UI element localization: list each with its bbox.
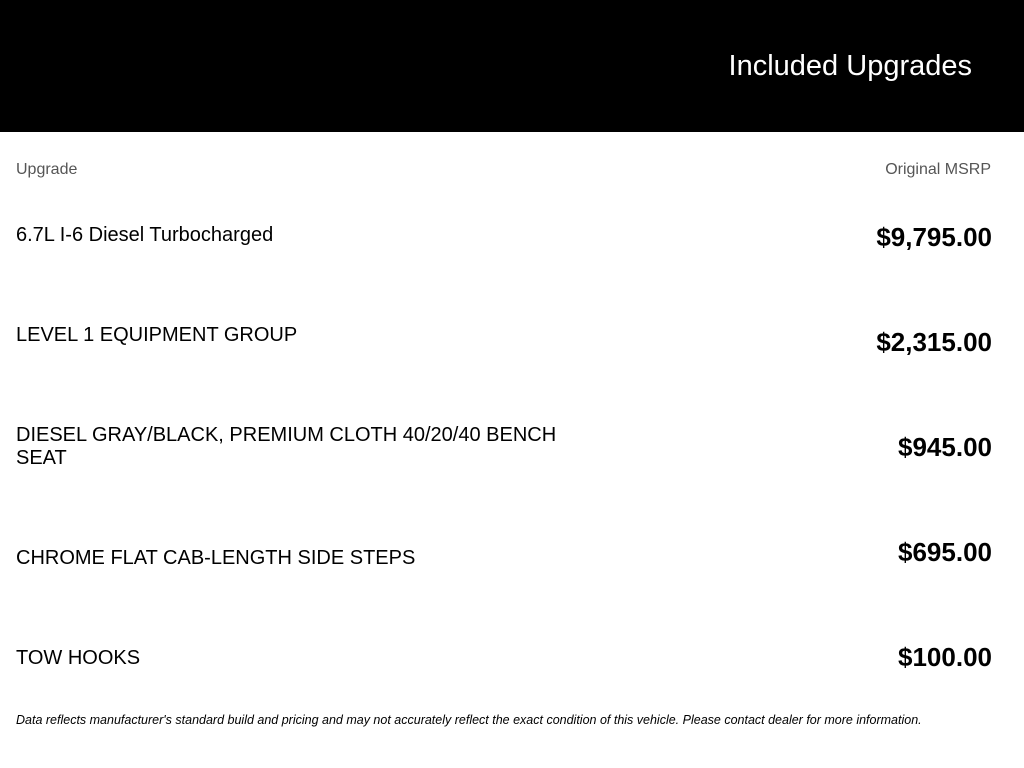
upgrade-price: $9,795.00: [876, 222, 992, 252]
disclaimer-text: Data reflects manufacturer's standard build and pricing and may not accurately reflect the exact condition of this vehicle. Please contact dealer for more information.: [16, 713, 922, 727]
upgrade-price: $2,315.00: [876, 327, 992, 357]
header-bar: [0, 0, 1024, 132]
upgrade-name: DIESEL GRAY/BLACK, PREMIUM CLOTH 40/20/40 BENCH SEAT: [16, 424, 557, 469]
column-header-msrp: Original MSRP: [885, 161, 991, 178]
upgrade-price: $695.00: [898, 537, 992, 567]
page-title: Included Upgrades: [728, 50, 972, 82]
upgrade-name: TOW HOOKS: [16, 647, 141, 669]
upgrade-name: 6.7L I-6 Diesel Turbocharged: [16, 224, 274, 246]
upgrade-price: $945.00: [898, 432, 992, 462]
upgrade-name: CHROME FLAT CAB-LENGTH SIDE STEPS: [16, 547, 416, 569]
column-header-upgrade: Upgrade: [16, 161, 78, 178]
upgrade-price: $100.00: [898, 642, 992, 672]
upgrade-name: LEVEL 1 EQUIPMENT GROUP: [16, 324, 298, 346]
